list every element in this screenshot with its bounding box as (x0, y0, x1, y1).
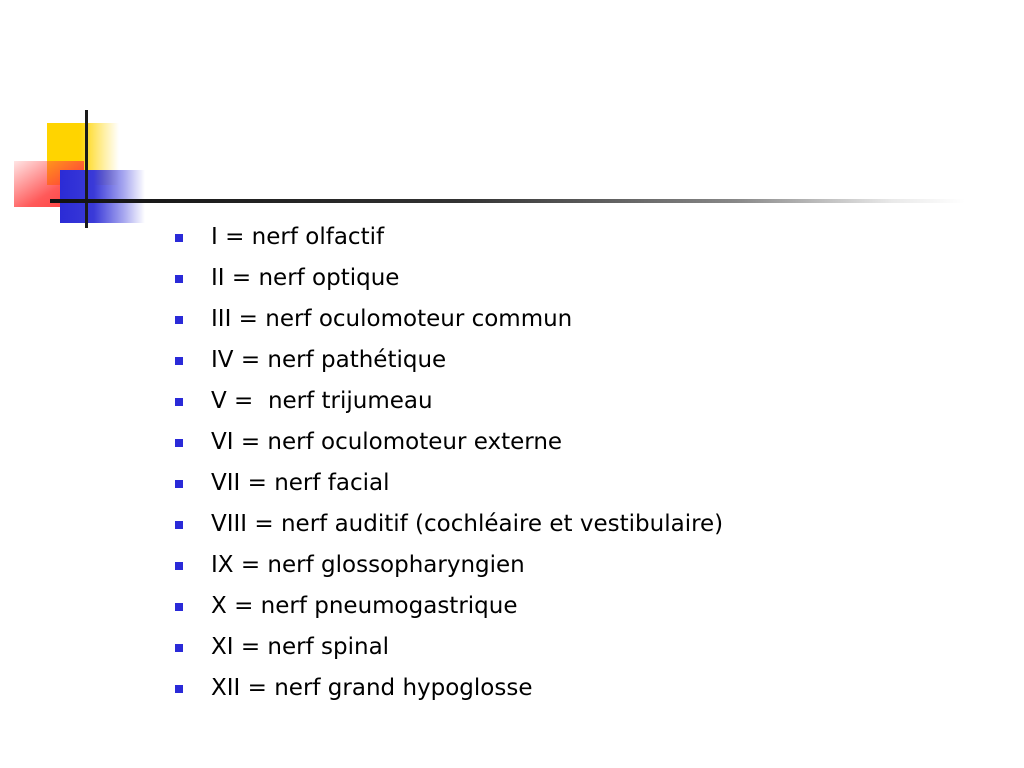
square-bullet-icon (175, 521, 183, 529)
list-item (172, 545, 723, 586)
list-item (172, 340, 723, 381)
list-item-text: XII = nerf grand hypoglosse (211, 675, 533, 701)
square-bullet-icon (175, 685, 183, 693)
square-bullet-icon (175, 480, 183, 488)
list-item-text: V = nerf trijumeau (211, 388, 433, 414)
square-bullet-icon (175, 357, 183, 365)
list-item-text: IV = nerf pathétique (211, 347, 447, 373)
title-underline-rule (50, 199, 965, 203)
blue-square-decoration (60, 170, 145, 223)
list-item (172, 422, 723, 463)
list-item (172, 381, 723, 422)
list-item-text: XI = nerf spinal (211, 634, 390, 660)
list-item (172, 627, 723, 668)
square-bullet-icon (175, 439, 183, 447)
list-item (172, 217, 723, 258)
list-item (172, 586, 723, 627)
list-item (172, 668, 723, 709)
list-item-text: I = nerf olfactif (211, 224, 385, 250)
list-item-text: VII = nerf facial (211, 470, 390, 496)
square-bullet-icon (175, 234, 183, 242)
list-item-text: VIII = nerf auditif (cochléaire et vestibulaire) (211, 511, 724, 537)
square-bullet-icon (175, 398, 183, 406)
square-bullet-icon (175, 644, 183, 652)
cranial-nerves-list (172, 217, 723, 709)
square-bullet-icon (175, 275, 183, 283)
list-item (172, 504, 723, 545)
list-item-text: VI = nerf oculomoteur externe (211, 429, 563, 455)
list-item (172, 299, 723, 340)
square-bullet-icon (175, 562, 183, 570)
list-item (172, 463, 723, 504)
vertical-rule-decoration (85, 110, 88, 228)
list-item-text: II = nerf optique (211, 265, 400, 291)
list-item-text: IX = nerf glossopharyngien (211, 552, 525, 578)
square-bullet-icon (175, 603, 183, 611)
square-bullet-icon (175, 316, 183, 324)
list-item-text: X = nerf pneumogastrique (211, 593, 518, 619)
list-item (172, 258, 723, 299)
list-item-text: III = nerf oculomoteur commun (211, 306, 573, 332)
